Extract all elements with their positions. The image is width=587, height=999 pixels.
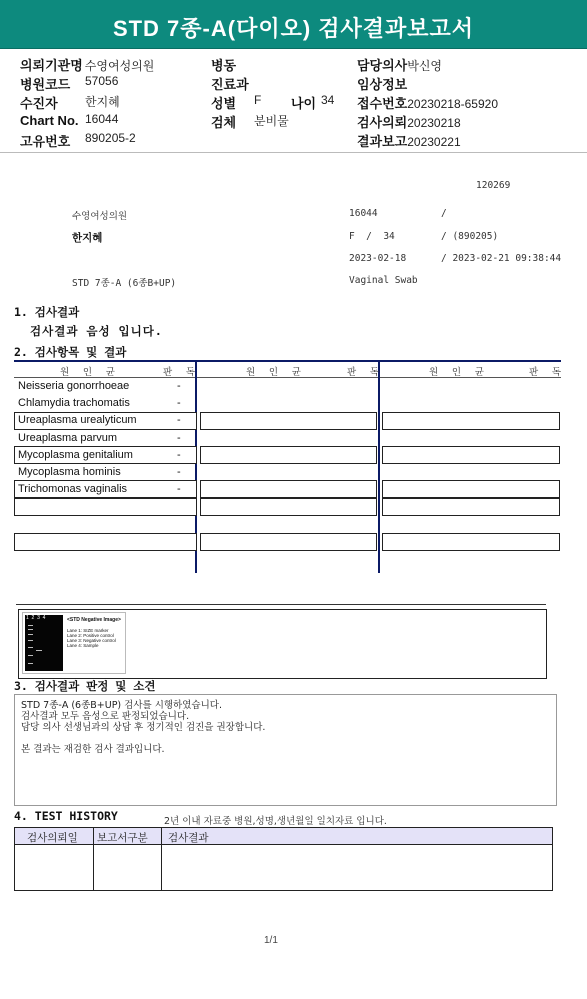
pathogen-result: -	[177, 448, 181, 461]
history-divider-2	[161, 828, 162, 890]
meta-patient: 한지혜	[72, 232, 103, 244]
pathogen-name: Ureaplasma urealyticum	[18, 414, 137, 427]
page-number: 1/1	[264, 935, 278, 946]
pathogen-result: -	[177, 397, 181, 410]
meta-reported: / 2023-02-21 09:38:44	[441, 253, 562, 264]
header-col-2	[211, 55, 341, 131]
result-cell-box	[200, 480, 377, 498]
label-department: 진료과	[211, 77, 249, 92]
opinion-box	[14, 694, 557, 806]
meta-hospital: 수영여성의원	[72, 211, 128, 222]
value-doctor: 박신영	[407, 59, 443, 73]
value-sex: F	[254, 93, 262, 107]
col-header-pathogen-2: 원 인 균	[246, 367, 305, 378]
opinion-line: 담당 의사 선생님과의 상담 후 정기적인 검진을 권장합니다.	[21, 722, 266, 733]
label-hospital-code: 병원코드	[20, 77, 71, 92]
section2-heading: 2. 검사항목 및 결과	[14, 345, 127, 359]
value-specimen: 분비물	[254, 114, 289, 128]
header-col-1	[20, 55, 200, 150]
history-col-request-date: 검사의뢰일	[27, 832, 78, 844]
label-doctor: 담당의사	[357, 58, 408, 73]
opinion-line: STD 7종-A (6종B+UP) 검사를 시행하였습니다.	[21, 700, 222, 711]
label-receipt-no: 접수번호	[357, 96, 408, 111]
gel-caption-title: <STD Negative Image>	[67, 617, 121, 623]
result-cell-box	[382, 480, 560, 498]
pathogen-name: Neisseria gonorrhoeae	[18, 380, 130, 392]
label-chart-no: Chart No.	[20, 113, 79, 128]
label-specimen: 검체	[211, 115, 237, 130]
header-col-3	[357, 55, 582, 150]
result-cell-box	[200, 533, 377, 551]
opinion-line	[21, 733, 265, 744]
value-receipt-no: 20230218-65920	[407, 97, 498, 111]
meta-sex-age: F / 34	[349, 231, 395, 242]
history-table	[14, 827, 553, 891]
pathogen-name: Trichomonas vaginalis	[18, 483, 128, 496]
report-code: 120269	[476, 180, 511, 191]
history-divider-1	[93, 828, 94, 890]
history-note: 2년 이내 자료중 병원,성명,생년월일 일치자료 입니다.	[164, 816, 387, 827]
table-divider-2	[378, 362, 380, 573]
label-age: 나이	[291, 96, 317, 111]
label-report-date: 결과보고	[357, 134, 408, 149]
result-cell-box	[200, 446, 377, 464]
report-title: STD 7종-A(다이오) 검사결과보고서	[112, 16, 475, 41]
section1-result: 검사결과 음성 입니다.	[30, 324, 163, 338]
header-separator	[0, 152, 587, 153]
label-ward: 병동	[211, 58, 237, 73]
pathogen-result: -	[177, 380, 181, 392]
history-col-result: 검사결과	[168, 832, 209, 844]
table-top-rule	[14, 360, 561, 362]
col-header-pathogen-1: 원 인 균	[60, 367, 119, 378]
label-sex: 성별	[211, 96, 237, 111]
pathogen-name: Chlamydia trachomatis	[18, 397, 130, 410]
gel-caption	[67, 628, 116, 648]
value-request-date: 20230218	[407, 116, 461, 130]
gel-image-frame	[22, 612, 126, 674]
gel-top-rule	[16, 604, 546, 605]
value-patient: 한지혜	[85, 95, 120, 109]
pathogen-name: Mycoplasma hominis	[18, 466, 121, 478]
value-report-date: 20230221	[407, 135, 461, 149]
value-hospital: 수영여성의원	[84, 59, 155, 73]
meta-slash: /	[441, 208, 447, 219]
label-request-date: 검사의뢰	[357, 115, 408, 130]
value-unique-no: 890205-2	[85, 131, 136, 145]
value-age: 34	[321, 93, 335, 107]
section1-heading: 1. 검사결과	[14, 305, 80, 319]
result-cell-box	[382, 412, 560, 430]
gel-caption-line: Lane 4: Sample	[67, 643, 99, 648]
opinion-text	[21, 700, 265, 755]
pathogen-result: -	[177, 414, 181, 427]
gel-caption-line: Lane 2: Positive control	[67, 633, 114, 638]
col-header-judge-3: 판 독	[529, 367, 566, 378]
meta-dob: / (890205)	[441, 231, 499, 242]
col-header-judge-1: 판 독	[163, 367, 200, 378]
result-cell-box	[14, 533, 197, 551]
pathogen-result: -	[177, 466, 181, 478]
gel-lane-numbers: 1 2 3 4	[26, 615, 46, 621]
pathogen-name: Ureaplasma parvum	[18, 431, 118, 444]
result-cell-box	[14, 498, 197, 516]
value-chart-no: 16044	[85, 112, 119, 126]
meta-chart: 16044	[349, 208, 378, 219]
result-cell-box	[382, 498, 560, 516]
result-cell-box	[200, 498, 377, 516]
col-header-judge-2: 판 독	[347, 367, 384, 378]
pathogen-name: Mycoplasma genitalium	[18, 448, 133, 461]
col-header-pathogen-3: 원 인 균	[429, 367, 488, 378]
result-cell-box	[200, 412, 377, 430]
meta-received: 2023-02-18	[349, 253, 407, 264]
gel-caption-line: Lane 1: SIZE marker	[67, 628, 109, 633]
label-unique-no: 고유번호	[20, 134, 71, 149]
label-hospital: 의뢰기관명	[20, 58, 83, 73]
pathogen-result: -	[177, 431, 181, 444]
section3-heading: 3. 검사결과 판정 및 소견	[14, 679, 156, 693]
section4-heading: 4. TEST HISTORY	[14, 809, 118, 823]
pathogen-result: -	[177, 483, 181, 496]
result-cell-box	[382, 446, 560, 464]
meta-test-name: STD 7종-A (6종B+UP)	[72, 278, 177, 289]
meta-specimen: Vaginal Swab	[349, 275, 418, 286]
history-header	[15, 828, 552, 845]
label-patient: 수진자	[20, 96, 58, 111]
opinion-line: 검사결과 모두 음성으로 판정되었습니다.	[21, 711, 190, 722]
label-clinical-info: 임상정보	[357, 77, 408, 92]
opinion-line: 본 결과는 재검한 검사 결과입니다.	[21, 744, 165, 755]
value-hospital-code: 57056	[85, 74, 119, 88]
history-col-report-type: 보고서구분	[97, 832, 148, 844]
gel-caption-line: Lane 3: Negative control	[67, 638, 116, 643]
result-cell-box	[382, 533, 560, 551]
